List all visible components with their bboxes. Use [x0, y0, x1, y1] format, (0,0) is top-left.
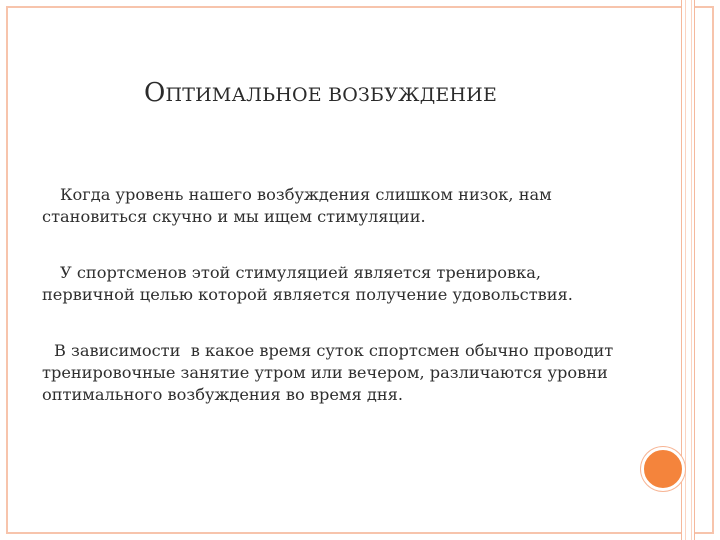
paragraph-1: Когда уровень нашего возбуждения слишком низок, нам становиться скучно и мы ищем стимуляции.	[42, 185, 552, 226]
paragraph-2: У спортсменов этой стимуляцией является тренировка, первичной целью которой является получение удовольствия.	[42, 263, 573, 304]
slide-title-rest: ПТИМАЛЬНОЕ ВОЗБУЖДЕНИЕ	[165, 84, 498, 106]
slide-title	[144, 78, 497, 109]
decorative-side-band	[681, 0, 695, 540]
slide-body	[42, 184, 622, 406]
decorative-circle	[641, 447, 685, 491]
paragraph-3: В зависимости в какое время суток спортсмен обычно проводит тренировочные занятие утром или вечером, различаются уровни оптимального возбуждения во время дня.	[42, 341, 614, 404]
slide-title-first-letter: О	[144, 78, 166, 108]
